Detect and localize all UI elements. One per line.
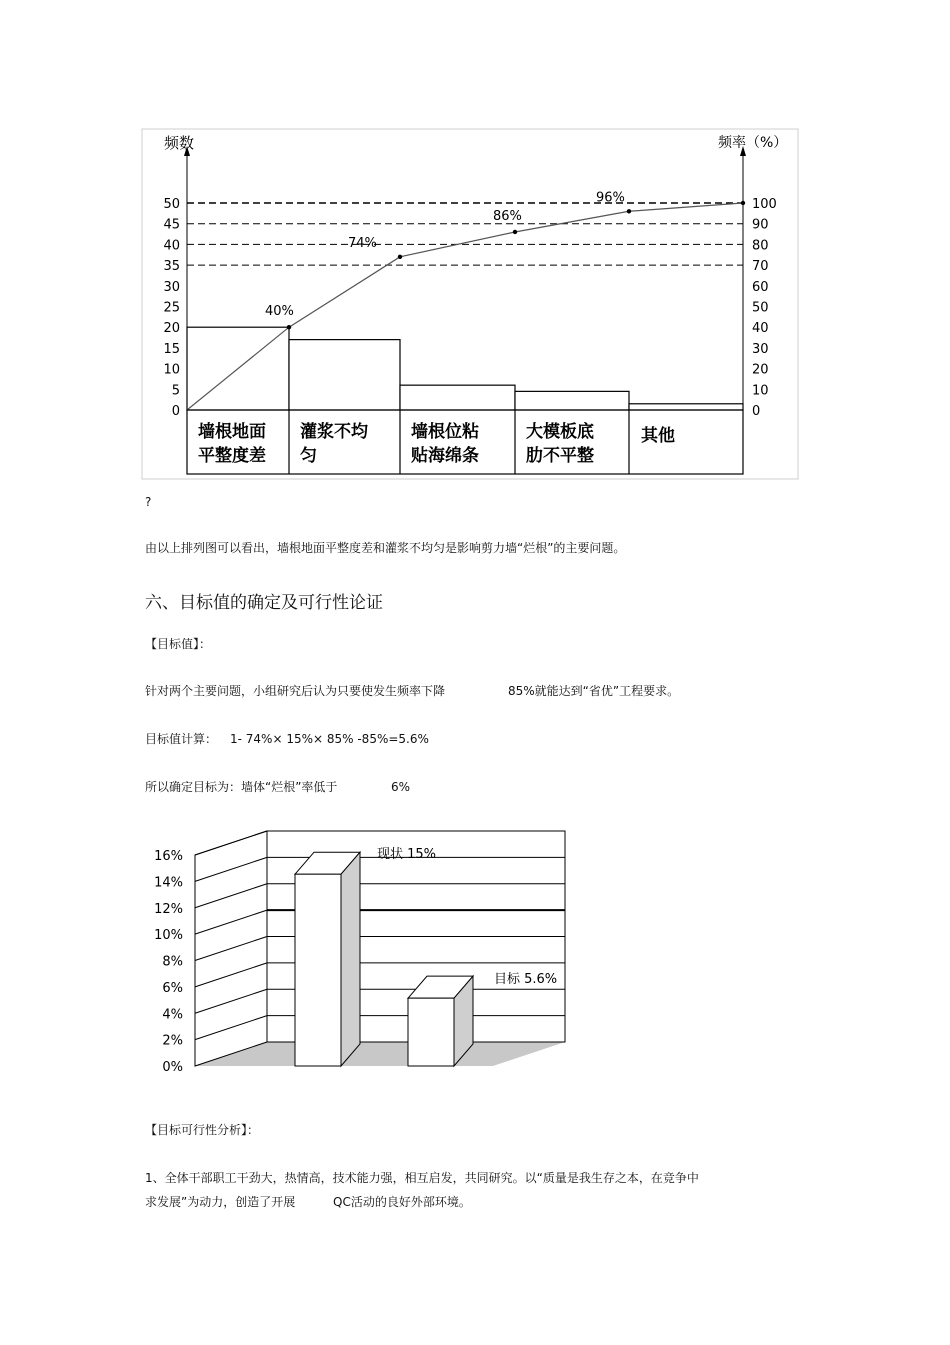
side-gridline bbox=[195, 831, 267, 855]
left-tick-label: 50 bbox=[163, 197, 180, 212]
pareto-bar bbox=[629, 404, 743, 410]
right-tick-label: 30 bbox=[752, 341, 769, 357]
left-tick-label: 30 bbox=[163, 279, 180, 295]
side-gridline bbox=[195, 857, 267, 881]
category-label: 匀 bbox=[300, 446, 317, 466]
section-heading: 六、目标值的确定及可行性论证 bbox=[145, 593, 383, 613]
left-tick-label: 45 bbox=[163, 217, 180, 233]
left-tick-label: 10 bbox=[163, 362, 180, 378]
category-label: 其他 bbox=[641, 426, 675, 446]
bar-front-face bbox=[408, 998, 454, 1066]
cumulative-point bbox=[627, 209, 631, 213]
cumulative-percent-label: 86% bbox=[493, 208, 522, 224]
category-label: 平整度差 bbox=[198, 446, 266, 466]
left-tick-label: 25 bbox=[163, 300, 180, 316]
y-tick-label: 4% bbox=[162, 1007, 183, 1023]
side-gridline bbox=[195, 963, 267, 987]
category-label: 大模板底 bbox=[526, 422, 594, 442]
conclusion-value: 6% bbox=[391, 780, 411, 794]
pareto-chart bbox=[140, 128, 802, 484]
y-tick-label: 12% bbox=[154, 901, 183, 917]
right-tick-label: 70 bbox=[752, 259, 769, 275]
paragraph-feasibility-2: 求发展”为动力，创造了开展 bbox=[145, 1195, 296, 1209]
pareto-bar bbox=[400, 385, 515, 410]
side-gridline bbox=[195, 1016, 267, 1040]
side-gridline bbox=[195, 910, 267, 934]
left-tick-label: 20 bbox=[163, 321, 180, 337]
chart-floor bbox=[195, 1042, 565, 1066]
side-gridline bbox=[195, 989, 267, 1013]
y-tick-label: 0% bbox=[162, 1060, 183, 1075]
cumulative-percent-label: 96% bbox=[596, 190, 625, 206]
bar-side-face bbox=[341, 852, 360, 1066]
bar-front-face bbox=[295, 874, 341, 1066]
right-tick-label: 90 bbox=[752, 217, 769, 233]
y-tick-label: 8% bbox=[162, 954, 183, 970]
y-tick-label: 6% bbox=[162, 980, 183, 996]
left-tick-label: 40 bbox=[163, 238, 180, 254]
paragraph-target-b: 85%就能达到“省优”工程要求。 bbox=[508, 684, 680, 698]
conclusion-text: 所以确定目标为：墙体“烂根”率低于 bbox=[145, 780, 338, 794]
target-label: 【目标值】： bbox=[145, 637, 212, 651]
right-tick-label: 100 bbox=[752, 197, 777, 212]
y-left-label: 频数 bbox=[164, 134, 195, 152]
feasibility-label: 【目标可行性分析】： bbox=[145, 1123, 260, 1137]
y-tick-label: 16% bbox=[154, 849, 183, 864]
data-label: 现状 15% bbox=[377, 847, 437, 862]
side-gridline bbox=[195, 884, 267, 908]
category-label: 灌浆不均 bbox=[300, 422, 368, 442]
left-tick-label: 0 bbox=[171, 404, 180, 419]
left-tick-label: 15 bbox=[163, 341, 180, 357]
cumulative-point bbox=[287, 325, 291, 329]
data-label: 目标 5.6% bbox=[494, 972, 558, 987]
cumulative-point bbox=[398, 255, 402, 259]
right-tick-label: 50 bbox=[752, 300, 769, 316]
y-tick-label: 14% bbox=[154, 875, 183, 891]
cumulative-percent-label: 40% bbox=[265, 304, 294, 320]
right-tick-label: 60 bbox=[752, 279, 769, 295]
paragraph-target-a: 针对两个主要问题，小组研究后认为只要使发生频率下降 bbox=[145, 684, 446, 698]
cumulative-percent-label: 74% bbox=[348, 235, 377, 251]
calc-label: 目标值计算： bbox=[145, 732, 218, 746]
cumulative-point bbox=[513, 230, 517, 234]
category-label: 肋不平整 bbox=[526, 446, 594, 466]
y-tick-label: 10% bbox=[154, 928, 183, 944]
y-right-label: 频率（%） bbox=[718, 135, 788, 151]
paragraph-feasibility-3: QC活动的良好外部环境。 bbox=[333, 1195, 471, 1209]
category-label: 贴海绵条 bbox=[411, 446, 479, 466]
stray-question-mark: ? bbox=[145, 495, 152, 509]
right-tick-label: 40 bbox=[752, 321, 769, 337]
y-tick-label: 2% bbox=[162, 1033, 183, 1049]
left-tick-label: 35 bbox=[163, 259, 180, 275]
right-tick-label: 20 bbox=[752, 362, 769, 378]
paragraph-conclusion: 由以上排列图可以看出，墙根地面平整度差和灌浆不均匀是影响剪力墙“烂根”的主要问题。 bbox=[145, 541, 626, 555]
right-tick-label: 10 bbox=[752, 383, 769, 399]
category-label: 墙根地面 bbox=[198, 422, 266, 442]
pareto-plot-area bbox=[163, 190, 776, 419]
pareto-bar bbox=[515, 391, 629, 410]
right-tick-label: 80 bbox=[752, 238, 769, 254]
calc-formula: 1- 74%× 15%× 85% -85%=5.6% bbox=[230, 732, 429, 746]
cumulative-point bbox=[741, 201, 745, 205]
left-tick-label: 5 bbox=[171, 383, 180, 399]
right-tick-label: 0 bbox=[752, 404, 761, 419]
category-label: 墙根位粘 bbox=[411, 422, 479, 442]
pareto-bar bbox=[289, 340, 400, 410]
bar3d-plot-area bbox=[154, 831, 565, 1075]
side-gridline bbox=[195, 937, 267, 961]
paragraph-feasibility-1: 1、全体干部职工干劲大，热情高，技术能力强，相互启发，共同研究。以“质量是我生存之本，在竞争中 bbox=[145, 1171, 699, 1185]
target-bar-chart bbox=[150, 828, 580, 1078]
